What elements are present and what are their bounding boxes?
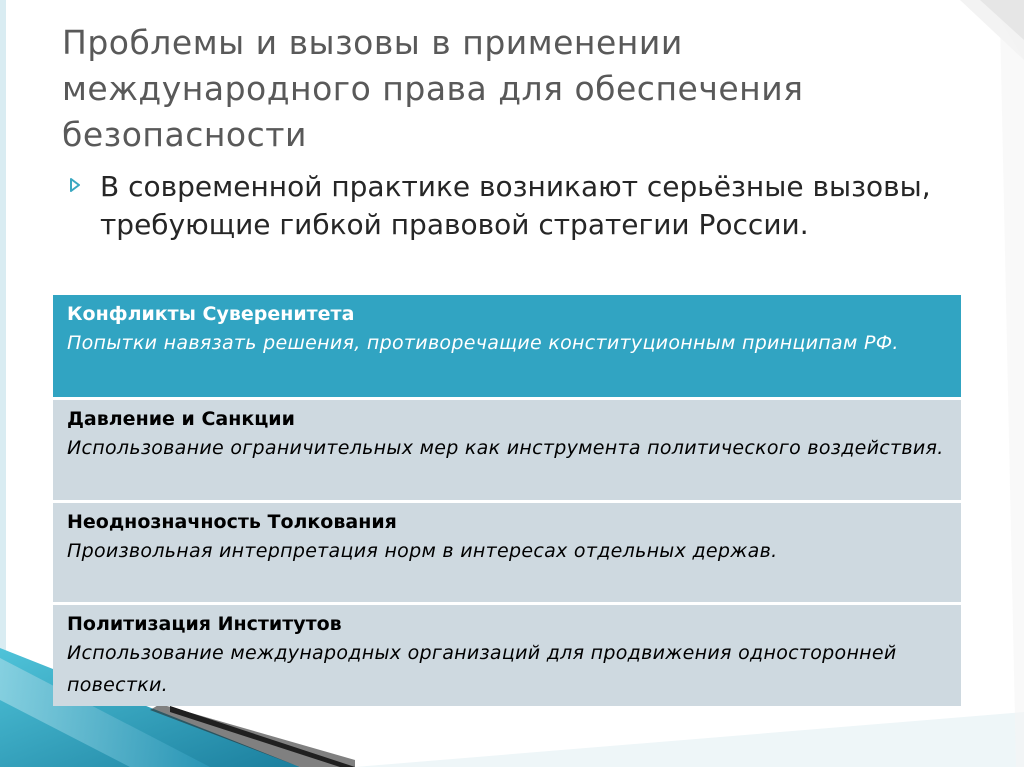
row-title: Политизация Институтов <box>67 613 342 635</box>
triangle-bullet-icon <box>70 168 100 244</box>
table-row <box>53 400 961 500</box>
bullet-item <box>70 168 970 244</box>
row-title: Давление и Санкции <box>67 408 295 430</box>
table-row <box>53 295 961 397</box>
row-title: Неоднозначность Толкования <box>67 511 397 533</box>
challenges-table <box>53 295 961 709</box>
slide-title: Проблемы и вызовы в применении международного права для обеспечения безопасности <box>62 23 804 154</box>
row-title: Конфликты Суверенитета <box>67 303 355 325</box>
table-row <box>53 605 961 706</box>
bullet-text: В современной практике возникают серьёзные вызовы, требующие гибкой правовой стратегии России. <box>100 170 931 241</box>
row-description: Использование международных организаций для продвижения односторонней повестки. <box>67 642 897 696</box>
row-description: Использование ограничительных мер как инструмента политического воздействия. <box>67 437 944 459</box>
row-description: Попытки навязать решения, противоречащие конституционным принципам РФ. <box>67 332 899 354</box>
row-description: Произвольная интерпретация норм в интересах отдельных держав. <box>67 540 778 562</box>
table-row <box>53 503 961 602</box>
